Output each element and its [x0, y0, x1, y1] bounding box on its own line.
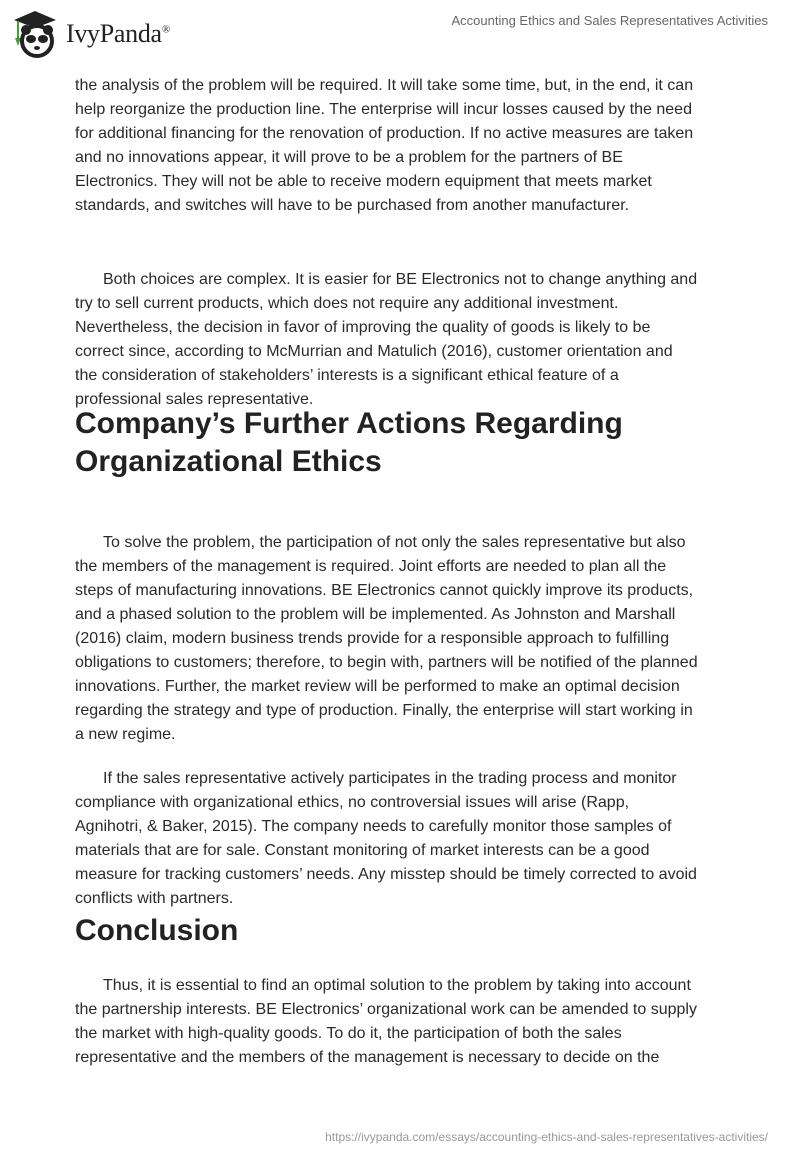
text-line: the members of the management is required. Joint efforts are needed to plan all the	[75, 558, 667, 575]
text-line: Nevertheless, the decision in favor of improving the quality of goods is likely to be	[75, 319, 651, 336]
text-line: Both choices are complex. It is easier for BE Electronics not to change anything and	[103, 271, 698, 288]
text-line: help reorganize the production line. The enterprise will incur losses caused by the need	[75, 101, 692, 118]
text-line: measure for tracking customers’ needs. Any misstep should be timely corrected to avoid	[75, 866, 697, 883]
paragraph-2	[75, 268, 735, 412]
text-line: the analysis of the problem will be required. It will take some time, but, in the end, it can	[75, 77, 694, 94]
text-line: If the sales representative actively participates in the trading process and monitor	[103, 770, 677, 787]
text-line: correct since, according to McMurrian and Matulich (2016), customer orientation and	[75, 343, 673, 360]
text-line: the consideration of stakeholders’ interests is a significant ethical feature of a	[75, 367, 619, 384]
ivypanda-logo[interactable]	[10, 8, 170, 60]
paragraph-3	[75, 531, 735, 747]
text-line: Agnihotri, & Baker, 2015). The company needs to carefully monitor those samples of	[75, 818, 672, 835]
text-line: the partnership interests. BE Electronics’ organizational work can be amended to supply	[75, 1001, 697, 1018]
paragraph-1	[75, 74, 735, 218]
text-line: Electronics. They will not be able to receive modern equipment that meets market	[75, 173, 652, 190]
text-line: compliance with organizational ethics, no controversial issues will arise (Rapp,	[75, 794, 630, 811]
paragraph-4	[75, 767, 735, 911]
text-line: Conclusion	[75, 914, 239, 947]
text-line: standards, and switches will have to be purchased from another manufacturer.	[75, 197, 630, 214]
text-line: Organizational Ethics	[75, 445, 382, 478]
text-line: a new regime.	[75, 726, 176, 743]
section-heading-further-actions	[75, 405, 735, 481]
text-line: Company’s Further Actions Regarding	[75, 407, 623, 440]
text-line: the market with high-quality goods. To do it, the participation of both the sales	[75, 1025, 622, 1042]
text-line: regarding the strategy and type of production. Finally, the enterprise will start working in	[75, 702, 693, 719]
text-line: and a phased solution to the problem will be implemented. As Johnston and Marshall	[75, 606, 676, 623]
footer-url-link[interactable]: https://ivypanda.com/essays/accounting-ethics-and-sales-representatives-activities/	[325, 1130, 768, 1144]
text-line: for additional financing for the renovation of production. If no active measures are taken	[75, 125, 694, 142]
text-line: steps of manufacturing innovations. BE Electronics cannot quickly improve its products,	[75, 582, 694, 599]
panda-graduate-icon	[10, 8, 60, 60]
paragraph-5	[75, 974, 735, 1070]
text-line: obligations to customers; therefore, to begin with, partners will be notified of the planned	[75, 654, 698, 671]
text-line: representative and the members of the management is necessary to decide on the	[75, 1049, 660, 1066]
text-line: and no innovations appear, it will prove to be a problem for the partners of BE	[75, 149, 623, 166]
text-line: (2016) claim, modern business trends provide for a responsible approach to fulfilling	[75, 630, 670, 647]
text-line: innovations. Further, the market review will be performed to make an optimal decision	[75, 678, 680, 695]
text-line: professional sales representative.	[75, 391, 314, 408]
logo-text: IvyPanda®	[66, 19, 170, 48]
section-heading-conclusion	[75, 912, 735, 950]
text-line: conflicts with partners.	[75, 890, 234, 907]
text-line: Thus, it is essential to find an optimal solution to the problem by taking into account	[103, 977, 691, 994]
text-line: To solve the problem, the participation of not only the sales representative but also	[103, 534, 686, 551]
text-line: materials that are for sale. Constant monitoring of market interests can be a good	[75, 842, 650, 859]
document-title: Accounting Ethics and Sales Representatives Activities	[451, 13, 768, 28]
text-line: try to sell current products, which does not require any additional investment.	[75, 295, 619, 312]
